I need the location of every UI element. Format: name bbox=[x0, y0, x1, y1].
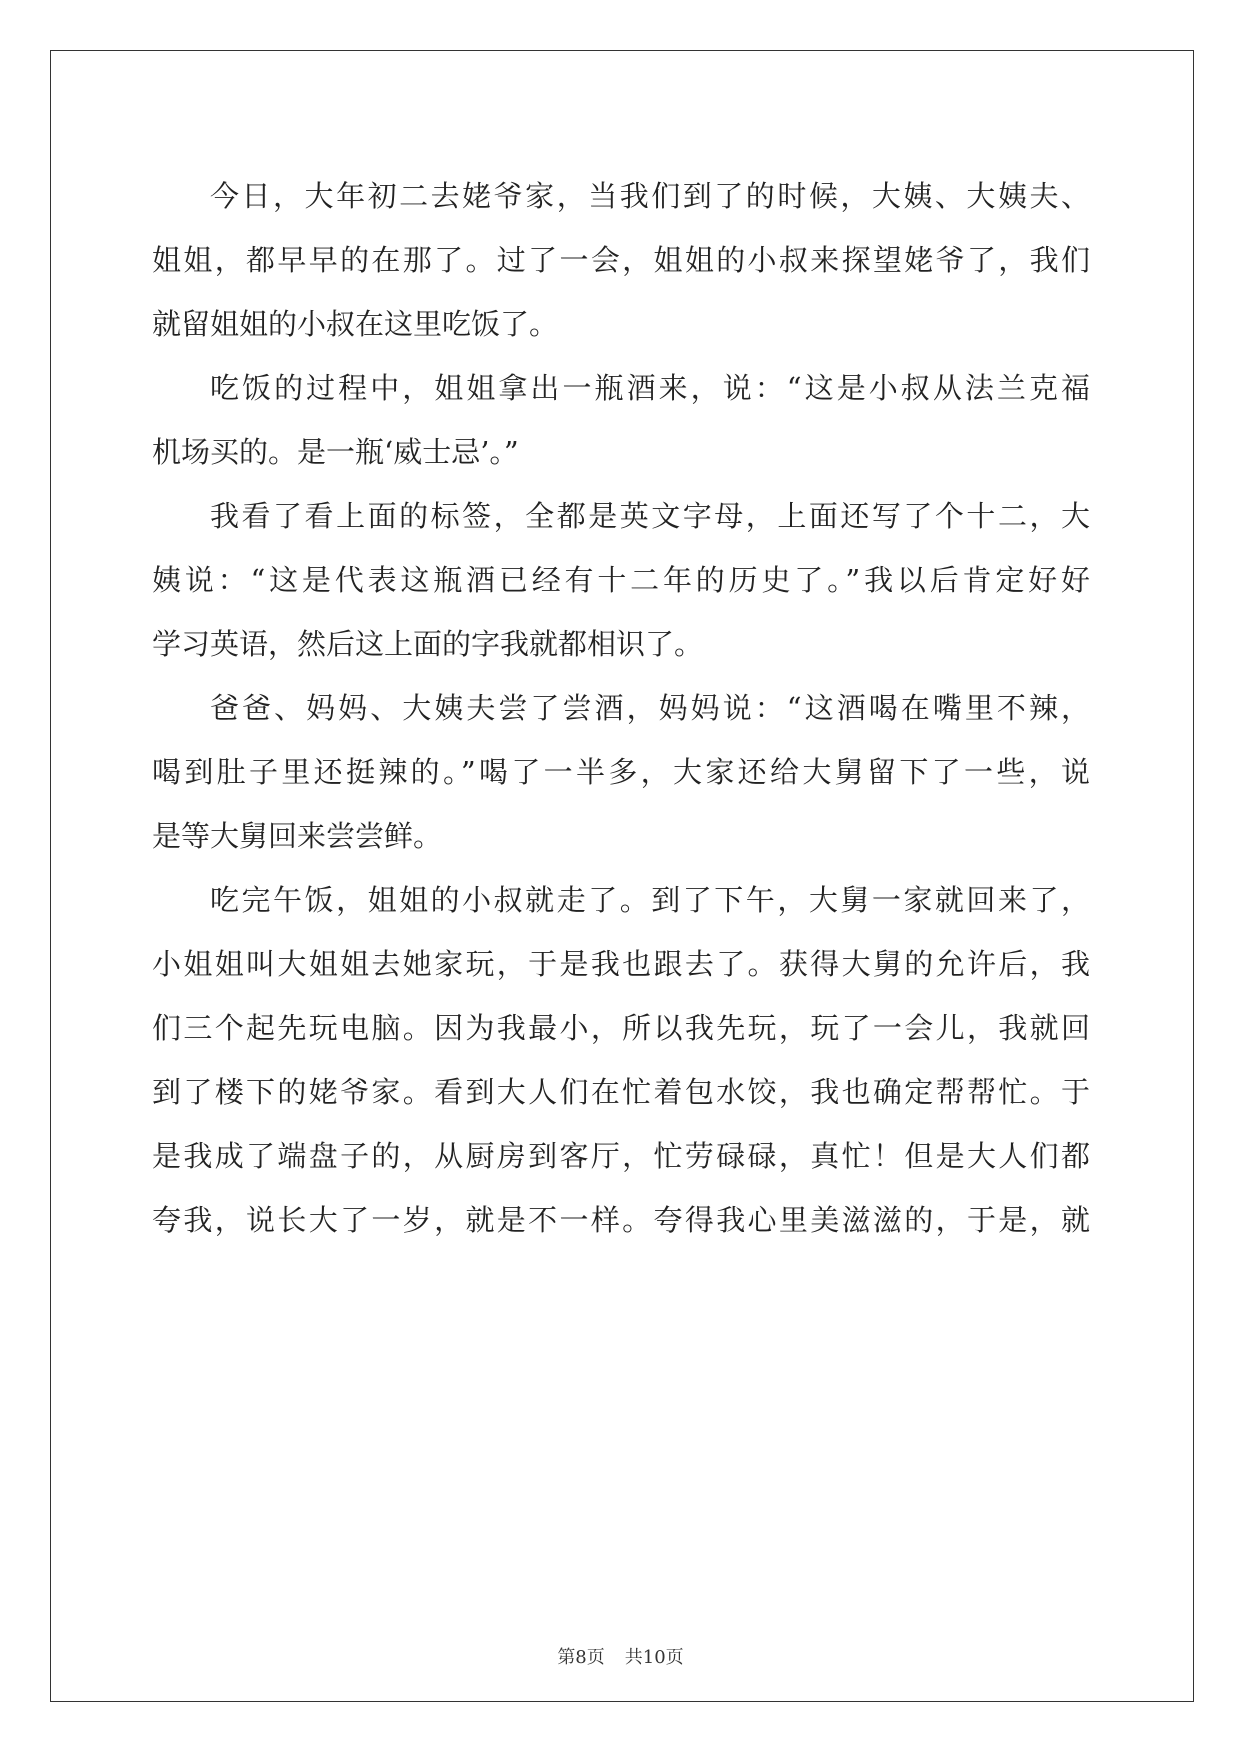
text-line: 到了楼下的姥爷家。看到大人们在忙着包水饺，我也确定帮帮忙。于 bbox=[152, 1075, 1090, 1109]
text-line: 姨说：“这是代表这瓶酒已经有十二年的历史了。”我以后肯定好好 bbox=[152, 563, 1090, 597]
text-line: 我看了看上面的标签，全都是英文字母，上面还写了个十二，大 bbox=[210, 499, 1090, 533]
text-line: 是等大舅回来尝尝鲜。 bbox=[152, 819, 443, 853]
text-line: 夸我，说长大了一岁，就是不一样。夸得我心里美滋滋的，于是，就 bbox=[152, 1203, 1090, 1237]
text-line: 吃饭的过程中，姐姐拿出一瓶酒来，说：“这是小叔从法兰克福 bbox=[210, 371, 1090, 405]
page-footer bbox=[0, 1643, 1241, 1669]
page-number: 第8页 bbox=[557, 1647, 605, 1668]
document-body bbox=[152, 164, 1090, 1252]
text-line: 就留姐姐的小叔在这里吃饭了。 bbox=[152, 307, 559, 341]
text-line: 小姐姐叫大姐姐去她家玩，于是我也跟去了。获得大舅的允许后，我 bbox=[152, 947, 1090, 981]
text-line: 爸爸、妈妈、大姨夫尝了尝酒，妈妈说：“这酒喝在嘴里不辣， bbox=[210, 691, 1090, 725]
text-line: 们三个起先玩电脑。因为我最小，所以我先玩，玩了一会儿，我就回 bbox=[152, 1011, 1090, 1045]
text-line: 机场买的。是一瓶‘威士忌’。” bbox=[152, 435, 519, 469]
text-line: 是我成了端盘子的，从厨房到客厅，忙劳碌碌，真忙！但是大人们都 bbox=[152, 1139, 1090, 1173]
text-line: 今日，大年初二去姥爷家，当我们到了的时候，大姨、大姨夫、 bbox=[210, 179, 1090, 213]
text-line: 学习英语，然后这上面的字我就都相识了。 bbox=[152, 627, 704, 661]
text-line: 吃完午饭，姐姐的小叔就走了。到了下午，大舅一家就回来了， bbox=[210, 883, 1090, 917]
text-line: 姐姐，都早早的在那了。过了一会，姐姐的小叔来探望姥爷了，我们 bbox=[152, 243, 1090, 277]
page-total: 共10页 bbox=[624, 1647, 684, 1668]
text-line: 喝到肚子里还挺辣的。”喝了一半多，大家还给大舅留下了一些，说 bbox=[152, 755, 1090, 789]
